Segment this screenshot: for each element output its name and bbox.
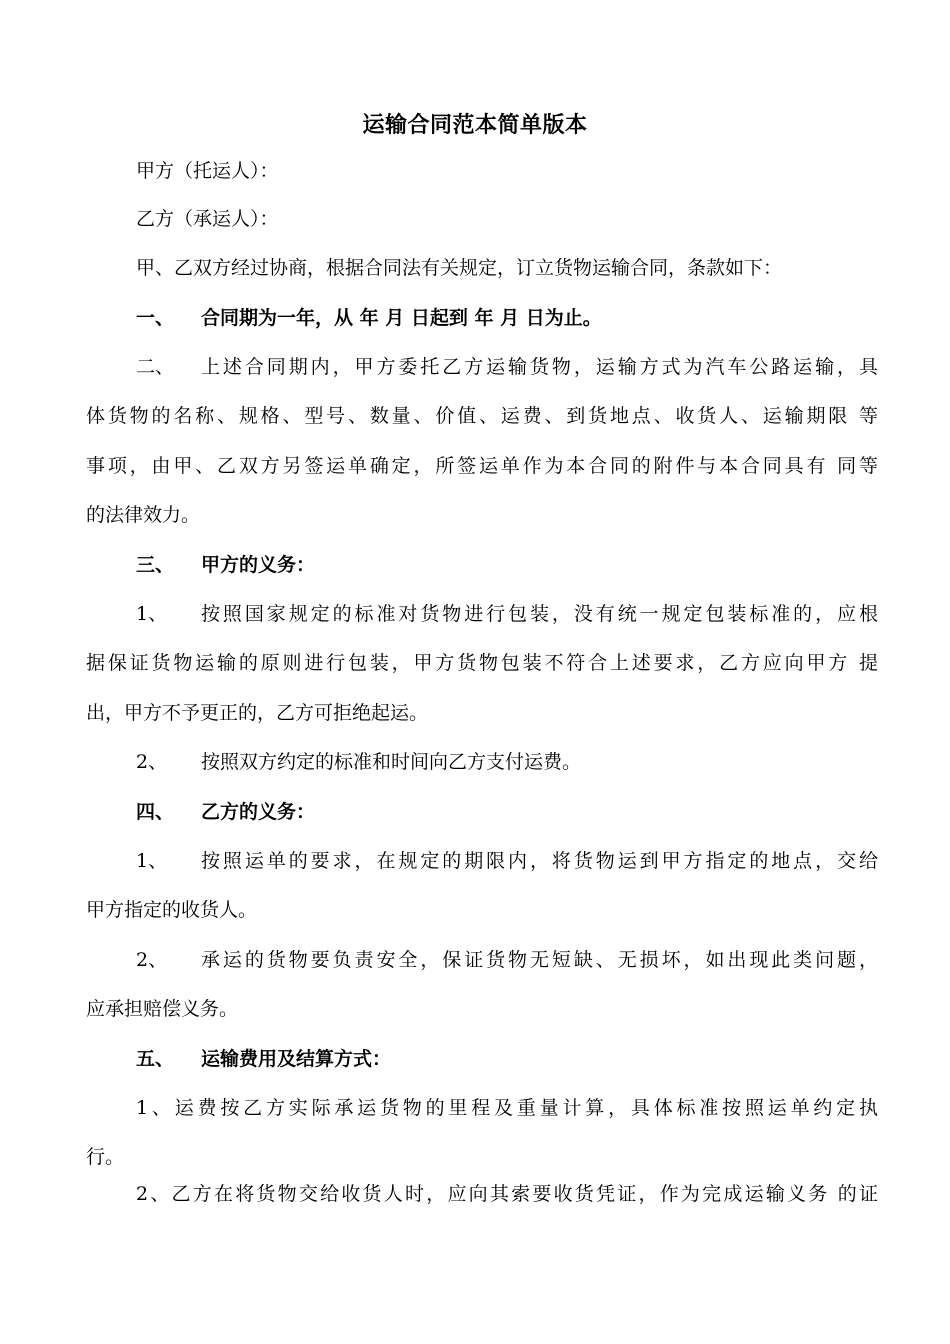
- section-2-line-2: 体货物的名称、规格、型号、数量、价值、运费、到货地点、收货人、运输期限 等: [86, 405, 878, 427]
- section-4-item-1-line-2: 甲方指定的收货人。: [86, 899, 258, 921]
- section-3-heading: 甲方的义务：: [201, 554, 316, 576]
- section-3-item-1-number: 1、: [136, 603, 168, 625]
- section-4-item-1-number: 1、: [136, 850, 168, 872]
- section-4-item-2-line-2: 应承担赔偿义务。: [86, 998, 239, 1020]
- section-5-number: 五、: [136, 1048, 175, 1070]
- section-2-line-1: 上述合同期内，甲方委托乙方运输货物，运输方式为汽车公路运输，具: [201, 356, 878, 378]
- section-3-number: 三、: [136, 554, 175, 576]
- section-5-heading: 运输费用及结算方式：: [201, 1048, 392, 1070]
- section-3-item-1-line-2: 据保证货物运输的原则进行包装，甲方货物包装不符合上述要求，乙方应向甲方 提: [86, 652, 878, 674]
- section-1-number: 一、: [136, 307, 175, 329]
- section-4-heading: 乙方的义务：: [201, 801, 316, 823]
- section-2-line-3: 事项，由甲、乙双方另签运单确定，所签运单作为本合同的附件与本合同具有 同等: [86, 455, 878, 477]
- section-1-text: 合同期为一年，从 年 月 日起到 年 月 日为止。: [201, 307, 602, 329]
- section-4-item-1-line-1: 按照运单的要求，在规定的期限内，将货物运到甲方指定的地点，交给: [201, 850, 878, 872]
- party-b-line: 乙方（承运人）：: [136, 208, 279, 230]
- section-5-item-2-line-1: 2、乙方在将货物交给收货人时，应向其索要收货凭证，作为完成运输义务 的证: [136, 1183, 878, 1205]
- section-2-number: 二、: [136, 356, 175, 378]
- section-4-item-2-line-1: 承运的货物要负责安全，保证货物无短缺、无损坏，如出现此类问题，: [201, 949, 878, 971]
- intro-paragraph: 甲、乙双方经过协商，根据合同法有关规定，订立货物运输合同，条款如下：: [136, 257, 783, 279]
- section-5-item-1-line-1: 1、运费按乙方实际承运货物的里程及重量计算，具体标准按照运单约定执: [136, 1097, 878, 1119]
- party-a-line: 甲方（托运人）：: [136, 160, 279, 182]
- section-4-number: 四、: [136, 801, 175, 823]
- section-3-item-2-number: 2、: [136, 751, 168, 773]
- section-2-line-4: 的法律效力。: [86, 504, 201, 526]
- section-3-item-1-line-3: 出，甲方不予更正的，乙方可拒绝起运。: [86, 702, 429, 724]
- section-3-item-2-text: 按照双方约定的标准和时间向乙方支付运费。: [201, 751, 582, 773]
- section-5-item-1-line-2: 行。: [86, 1146, 125, 1168]
- section-3-item-1-line-1: 按照国家规定的标准对货物进行包装，没有统一规定包装标准的，应根: [201, 603, 878, 625]
- document-title: 运输合同范本简单版本: [362, 113, 588, 138]
- section-4-item-2-number: 2、: [136, 949, 168, 971]
